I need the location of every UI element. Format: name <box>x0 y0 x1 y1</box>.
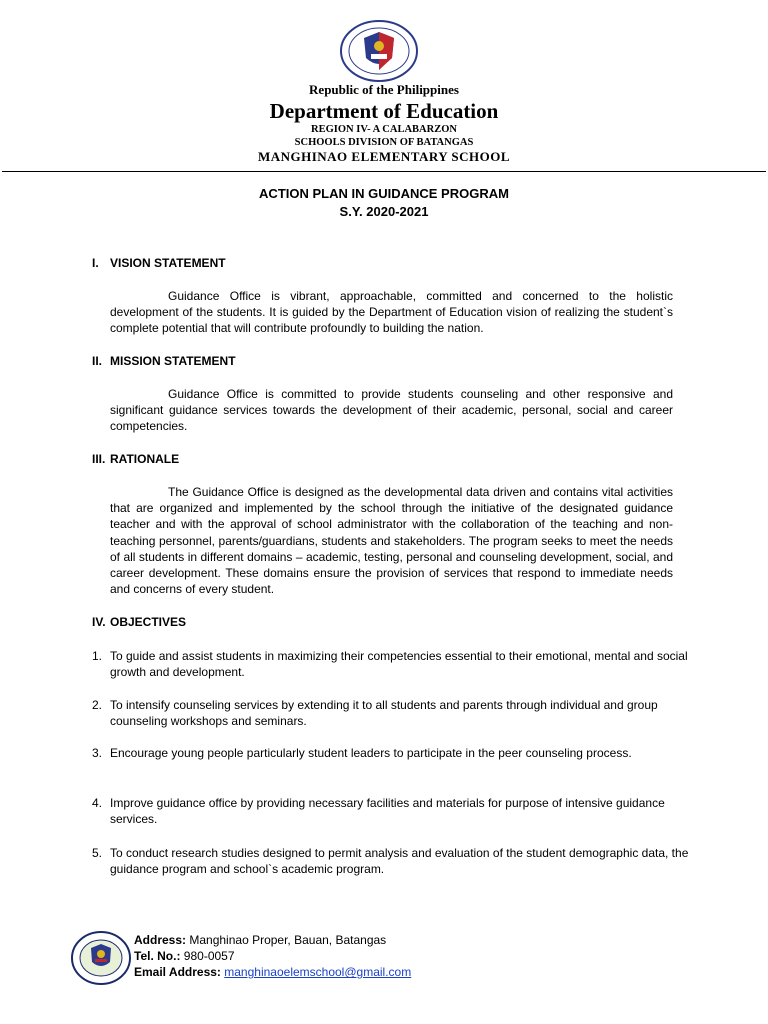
tel-line <box>134 948 411 964</box>
objective-text: Encourage young people particularly student leaders to participate in the peer counseling process. <box>110 746 632 760</box>
objective-text: To guide and assist students in maximizing their competencies essential to their emotional, mental and social growth and development. <box>110 649 688 680</box>
school-year: S.Y. 2020-2021 <box>339 204 429 219</box>
address-line <box>134 932 411 948</box>
section-title: OBJECTIVES <box>110 615 187 629</box>
section-number: II. <box>92 354 103 368</box>
email-link[interactable]: manghinaoelemschool@gmail.com <box>224 965 412 980</box>
division-name: SCHOOLS DIVISION OF BATANGAS <box>294 137 474 148</box>
document-title: ACTION PLAN IN GUIDANCE PROGRAM <box>259 186 509 201</box>
vision-text: Guidance Office is vibrant, approachable, committed and concerned to the holistic development of the students. It is guided by the Department of Education vision of realizing the student`s complete potential that will contribute profoundly to building the nation. <box>110 289 673 336</box>
department-name: Department of Education <box>269 99 499 123</box>
tel-label: Tel. No.: <box>134 949 181 964</box>
objective-number: 3. <box>92 746 103 760</box>
email-label: Email Address: <box>134 965 221 980</box>
contact-footer <box>134 932 411 981</box>
objective-item <box>92 845 692 877</box>
section-heading-vision <box>92 256 226 270</box>
section-title: RATIONALE <box>110 452 180 466</box>
objective-item <box>92 648 692 680</box>
school-seal-logo <box>70 930 132 986</box>
section-heading-mission <box>92 354 236 368</box>
objective-number: 2. <box>92 698 103 712</box>
tel-value: 980-0057 <box>183 949 235 964</box>
vision-paragraph <box>110 288 673 337</box>
section-number: I. <box>92 256 99 270</box>
objective-number: 5. <box>92 846 103 860</box>
address-value: Manghinao Proper, Bauan, Batangas <box>189 933 387 947</box>
address-label: Address: <box>134 933 187 947</box>
section-title: MISSION STATEMENT <box>110 354 236 368</box>
section-heading-rationale <box>92 452 179 466</box>
mission-paragraph <box>110 386 673 435</box>
email-line <box>134 964 411 980</box>
objective-text: Improve guidance office by providing necessary facilities and materials for purpose of intensive guidance services. <box>110 796 665 827</box>
letterhead <box>0 80 768 165</box>
rationale-text: The Guidance Office is designed as the developmental data driven and contains vital activities that are organized and implemented by the school through the initiative of the designated guidance teacher and with the approval of school administrator with the collaboration of the teaching and non-teaching personnel, parents/guardians, students and stakeholders. The program seeks to meet the needs of all students in different domains – academic, testing, personal and counseling development, social, and career development. These domains ensure the provision of services that respond to immediate needs and concerns of every student. <box>110 485 673 597</box>
objective-text: To intensify counseling services by extending it to all students and parents through individual and group counseling workshops and seminars. <box>110 698 658 729</box>
section-title: VISION STATEMENT <box>110 256 226 270</box>
rationale-paragraph <box>110 484 673 597</box>
section-number: III. <box>92 452 106 466</box>
section-number: IV. <box>92 615 106 629</box>
objective-text: To conduct research studies designed to permit analysis and evaluation of the student demographic data, the guidance program and school`s academic program. <box>110 846 689 877</box>
objective-item <box>92 745 692 761</box>
region-name: REGION IV- A CALABARZON <box>311 124 457 135</box>
objective-item <box>92 795 692 827</box>
header-divider <box>2 171 766 172</box>
country-name: Republic of the Philippines <box>309 82 459 97</box>
section-heading-objectives <box>92 615 186 629</box>
objective-item <box>92 697 692 729</box>
deped-seal-logo <box>338 20 420 82</box>
objective-number: 4. <box>92 796 103 810</box>
mission-text: Guidance Office is committed to provide students counseling and other responsive and significant guidance services towards the development of their academic, personal, social and career competencies. <box>110 387 673 434</box>
school-name: MANGHINAO ELEMENTARY SCHOOL <box>257 149 511 164</box>
objective-number: 1. <box>92 649 103 663</box>
